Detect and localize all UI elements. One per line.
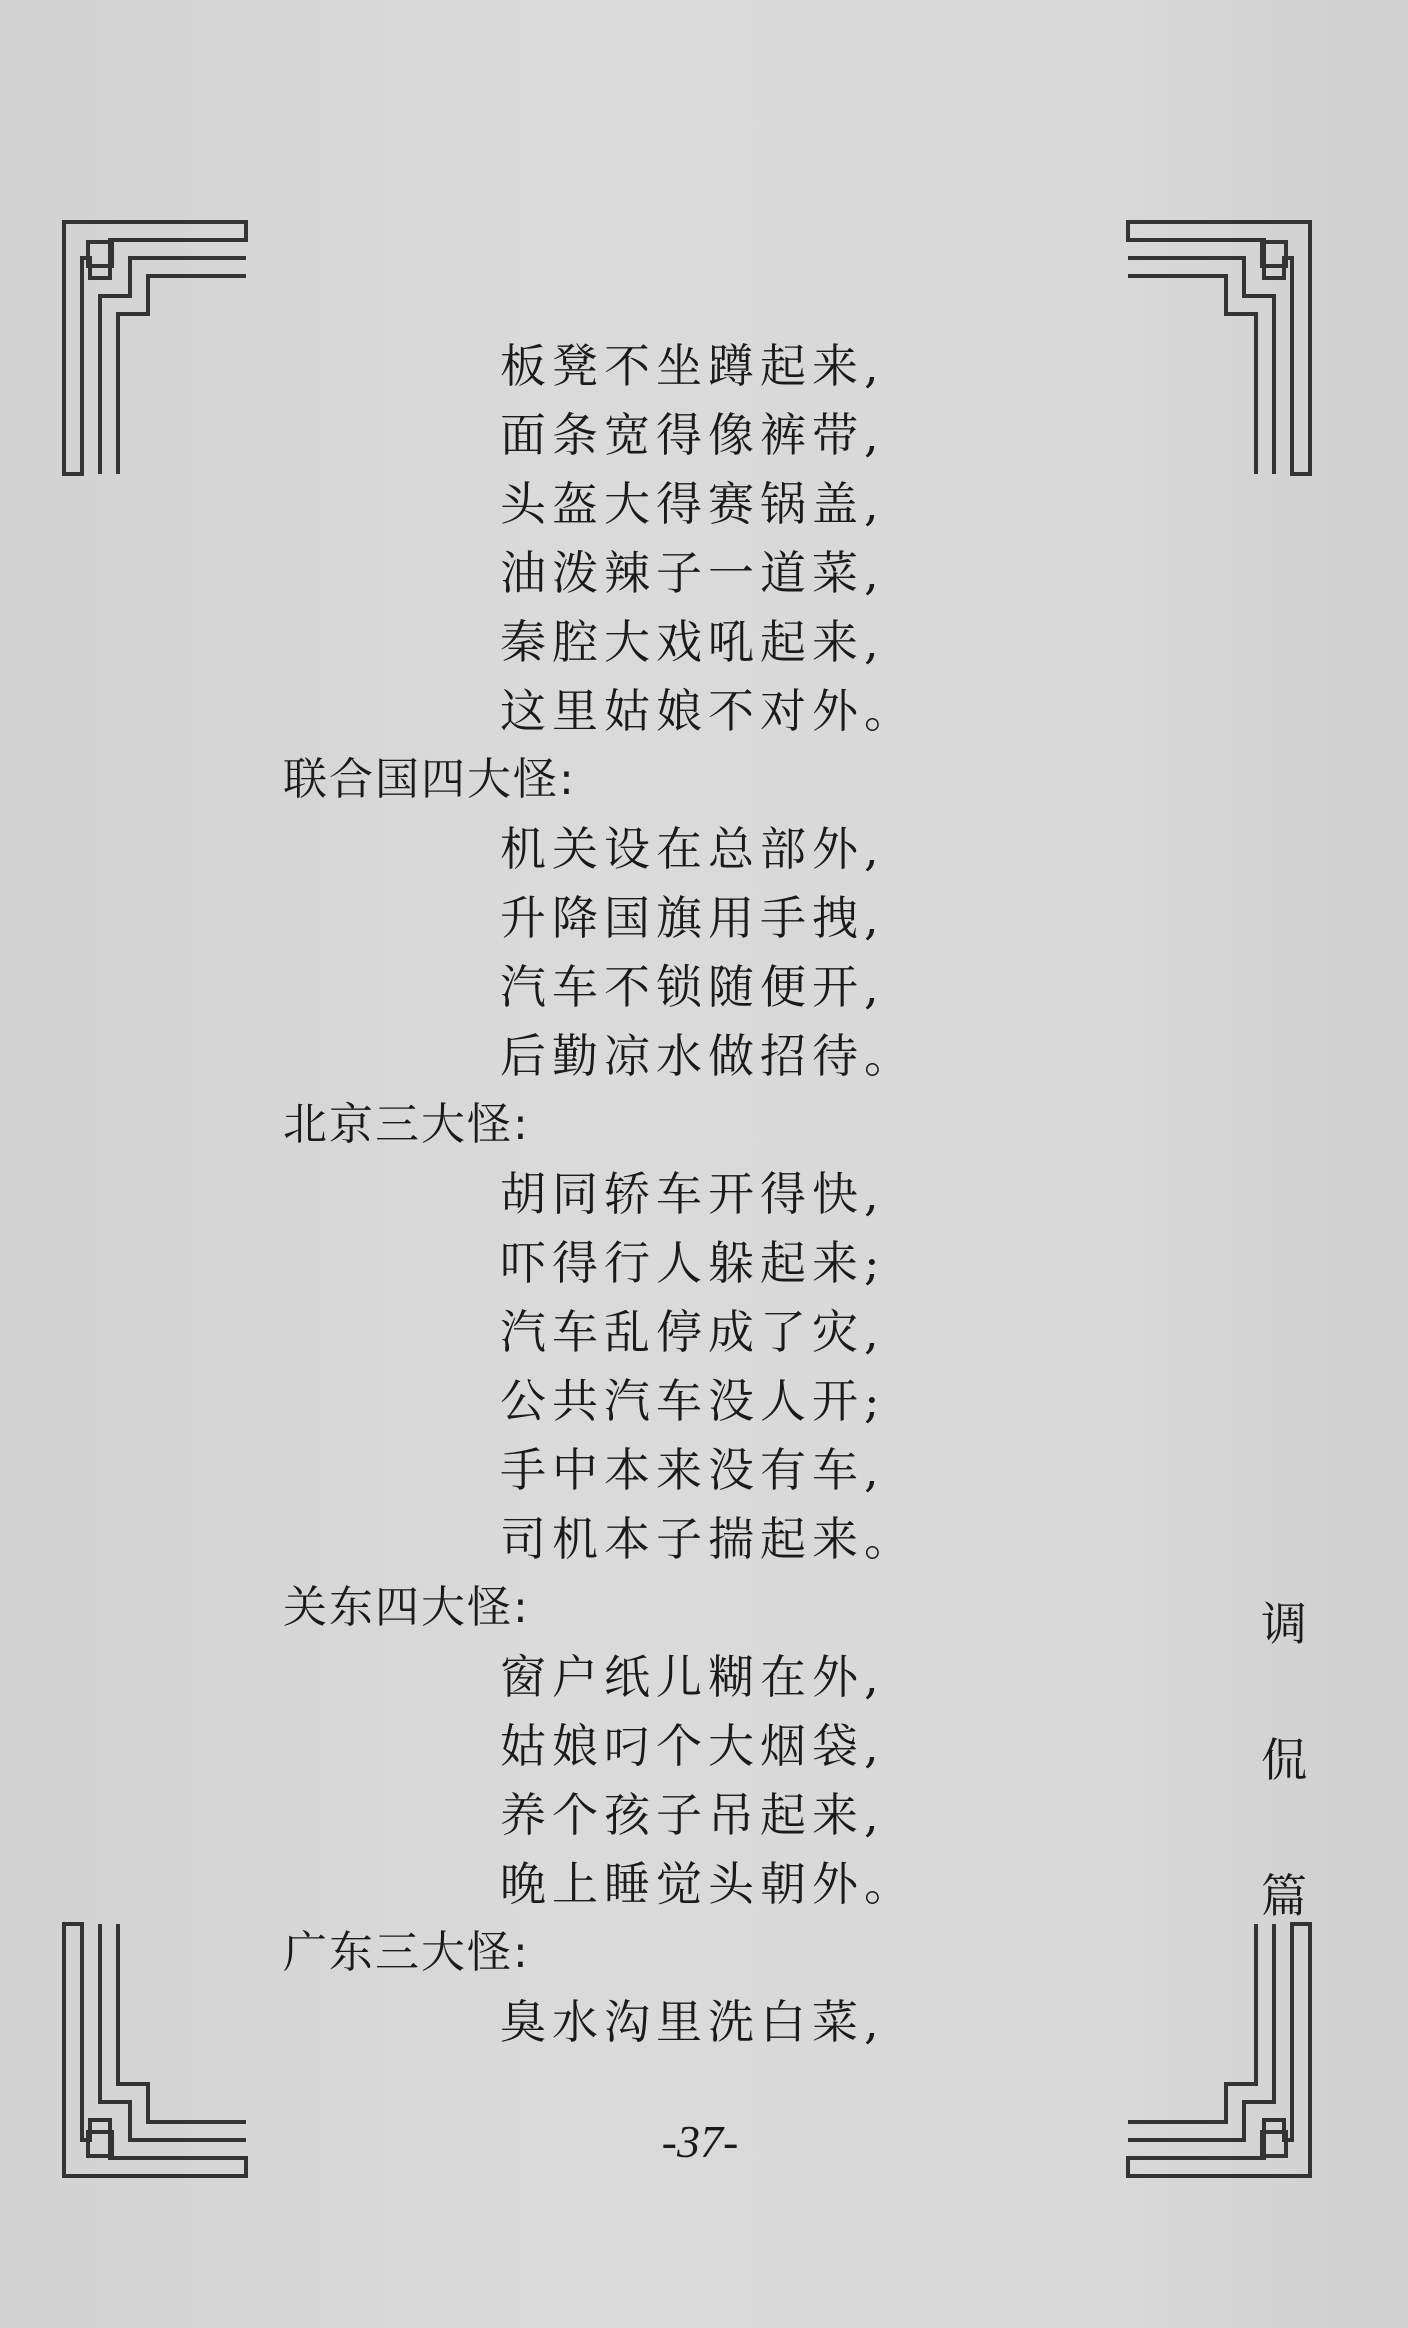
chapter-title-char: 调 [1261, 1597, 1307, 1651]
verse-line: 晚上睡觉头朝外。 [500, 1857, 916, 1911]
section-heading: 广东三大怪: [283, 1927, 530, 1978]
verse-line: 手中本来没有车, [500, 1443, 885, 1497]
verse-line: 公共汽车没人开; [500, 1374, 886, 1428]
verse-line: 司机本子揣起来。 [500, 1512, 916, 1566]
section-heading: 北京三大怪: [283, 1099, 530, 1150]
corner-ornament-top-left [60, 218, 250, 478]
corner-ornament-bottom-left [60, 1920, 250, 2180]
verse-line: 这里姑娘不对外。 [500, 684, 916, 738]
verse-line: 窗户纸儿糊在外, [500, 1650, 885, 1704]
page-number: -37- [661, 2116, 739, 2167]
verse-line: 姑娘叼个大烟袋, [500, 1719, 885, 1773]
verse-line: 面条宽得像裤带, [500, 408, 885, 462]
verse-line: 汽车乱停成了灾, [500, 1305, 885, 1359]
verse-line: 养个孩子吊起来, [500, 1788, 885, 1842]
verse-line: 板凳不坐蹲起来, [500, 339, 885, 393]
verse-line: 头盔大得赛锅盖, [500, 477, 885, 531]
verse-line: 秦腔大戏吼起来, [500, 615, 885, 669]
verse-line: 后勤凉水做招待。 [500, 1029, 916, 1083]
verse-line: 油泼辣子一道菜, [500, 546, 885, 600]
verse-line: 臭水沟里洗白菜, [500, 1995, 885, 2049]
verse-line: 机关设在总部外, [500, 822, 885, 876]
verse-line: 吓得行人躲起来; [500, 1236, 886, 1290]
chapter-title-char: 侃 [1261, 1733, 1307, 1787]
chapter-title-vertical [1254, 1588, 1314, 1996]
corner-ornament-top-right [1124, 218, 1314, 478]
section-heading: 关东四大怪: [283, 1582, 530, 1633]
verse-line: 胡同轿车开得快, [500, 1167, 885, 1221]
verse-line: 升降国旗用手拽, [500, 891, 885, 945]
section-heading: 联合国四大怪: [283, 754, 576, 805]
chapter-title-char: 篇 [1261, 1869, 1307, 1923]
verse-line: 汽车不锁随便开, [500, 960, 885, 1014]
